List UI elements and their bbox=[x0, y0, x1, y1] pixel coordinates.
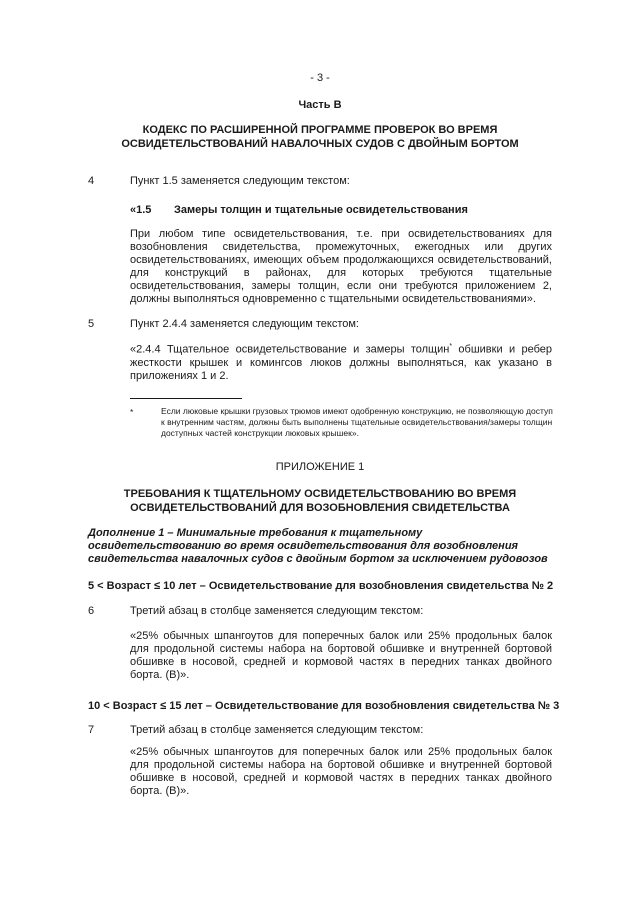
subsection-paragraph: При любом типе освидетельствования, т.е. при освидетельствованиях для возобновления свидетельства, промежуточных, ежегодных или других освидетельствованиях, имеющих объем продолжающихся освидетельствований, для конструкций в районах, для которых требуются тщательные освидетельствования, замеры толщин, если они требуются приложением 2, должны выполняться одновременно с тщательными освидетельствованиями». bbox=[130, 228, 552, 305]
document-title-line1: КОДЕКС ПО РАСШИРЕННОЙ ПРОГРАММЕ ПРОВЕРОК ВО ВРЕМЯ bbox=[142, 124, 498, 136]
page-number: - 3 - bbox=[310, 72, 330, 84]
item-number: 4 bbox=[88, 175, 95, 187]
subsection-number: «1.5 bbox=[130, 204, 152, 216]
document-title-line2: ОСВИДЕТЕЛЬСТВОВАНИЙ НАВАЛОЧНЫХ СУДОВ С ДВОЙНЫМ БОРТОМ bbox=[121, 138, 519, 150]
subsection-title: Замеры толщин и тщательные освидетельствования bbox=[174, 204, 468, 216]
quoted-paragraph bbox=[130, 340, 552, 383]
addendum-heading: Дополнение 1 – Минимальные требования к тщательному освидетельствованию во время освидетельствования для возобновления свидетельства навалочных судов с двойным бортом за исключением рудовозов bbox=[88, 527, 548, 565]
quoted-paragraph: «25% обычных шпангоутов для поперечных балок или 25% продольных балок для продольной системы набора на бортовой обшивке и внутренней бортовой обшивке в носовой, средней и кормовой частях в передних танках двойного борта. (B)». bbox=[130, 746, 552, 797]
item-intro: Пункт 1.5 заменяется следующим текстом: bbox=[130, 175, 350, 187]
age-section-heading: 10 < Возраст ≤ 15 лет – Освидетельствование для возобновления свидетельства № 3 bbox=[88, 700, 560, 712]
item-number: 5 bbox=[88, 318, 95, 330]
annex-label: ПРИЛОЖЕНИЕ 1 bbox=[275, 461, 365, 473]
quote-text-start: «2.4.4 Тщательное освидетельствование и замеры толщин bbox=[130, 343, 450, 356]
quoted-paragraph: «25% обычных шпангоутов для поперечных балок или 25% продольных балок для продольной системы набора на бортовой обшивке и внутренней бортовой обшивке в носовой, средней и кормовой частях в передних танках двойного борта. (B)». bbox=[130, 630, 552, 681]
annex-title-line2: ОСВИДЕТЕЛЬСТВОВАНИЙ ДЛЯ ВОЗОБНОВЛЕНИЯ СВИДЕТЕЛЬСТВА bbox=[130, 502, 510, 514]
item-number: 7 bbox=[88, 724, 95, 736]
item-number: 6 bbox=[88, 605, 95, 617]
footnote-marker: * bbox=[130, 407, 134, 417]
part-label: Часть B bbox=[298, 99, 342, 111]
item-intro: Пункт 2.4.4 заменяется следующим текстом: bbox=[130, 318, 359, 330]
item-intro: Третий абзац в столбце заменяется следующим текстом: bbox=[130, 605, 424, 617]
footnote-divider bbox=[130, 398, 242, 399]
footnote-text: Если люковые крышки грузовых трюмов имеют одобренную конструкцию, не позволяющую доступ к внутренним частям, должны быть выполнены тщательные освидетельствования/замеры толщин доступных частей конструкции люковых крышек». bbox=[161, 406, 553, 438]
annex-title-line1: ТРЕБОВАНИЯ К ТЩАТЕЛЬНОМУ ОСВИДЕТЕЛЬСТВОВАНИЮ ВО ВРЕМЯ bbox=[123, 488, 517, 500]
footnote-reference: * bbox=[449, 343, 453, 350]
quote-text-end: обшивки и ребер жесткости крышек и комингсов люков должны выполняться, как указано в приложениях 1 и 2. bbox=[130, 343, 552, 382]
item-intro: Третий абзац в столбце заменяется следующим текстом: bbox=[130, 724, 424, 736]
age-section-heading: 5 < Возраст ≤ 10 лет – Освидетельствование для возобновления свидетельства № 2 bbox=[88, 580, 554, 592]
